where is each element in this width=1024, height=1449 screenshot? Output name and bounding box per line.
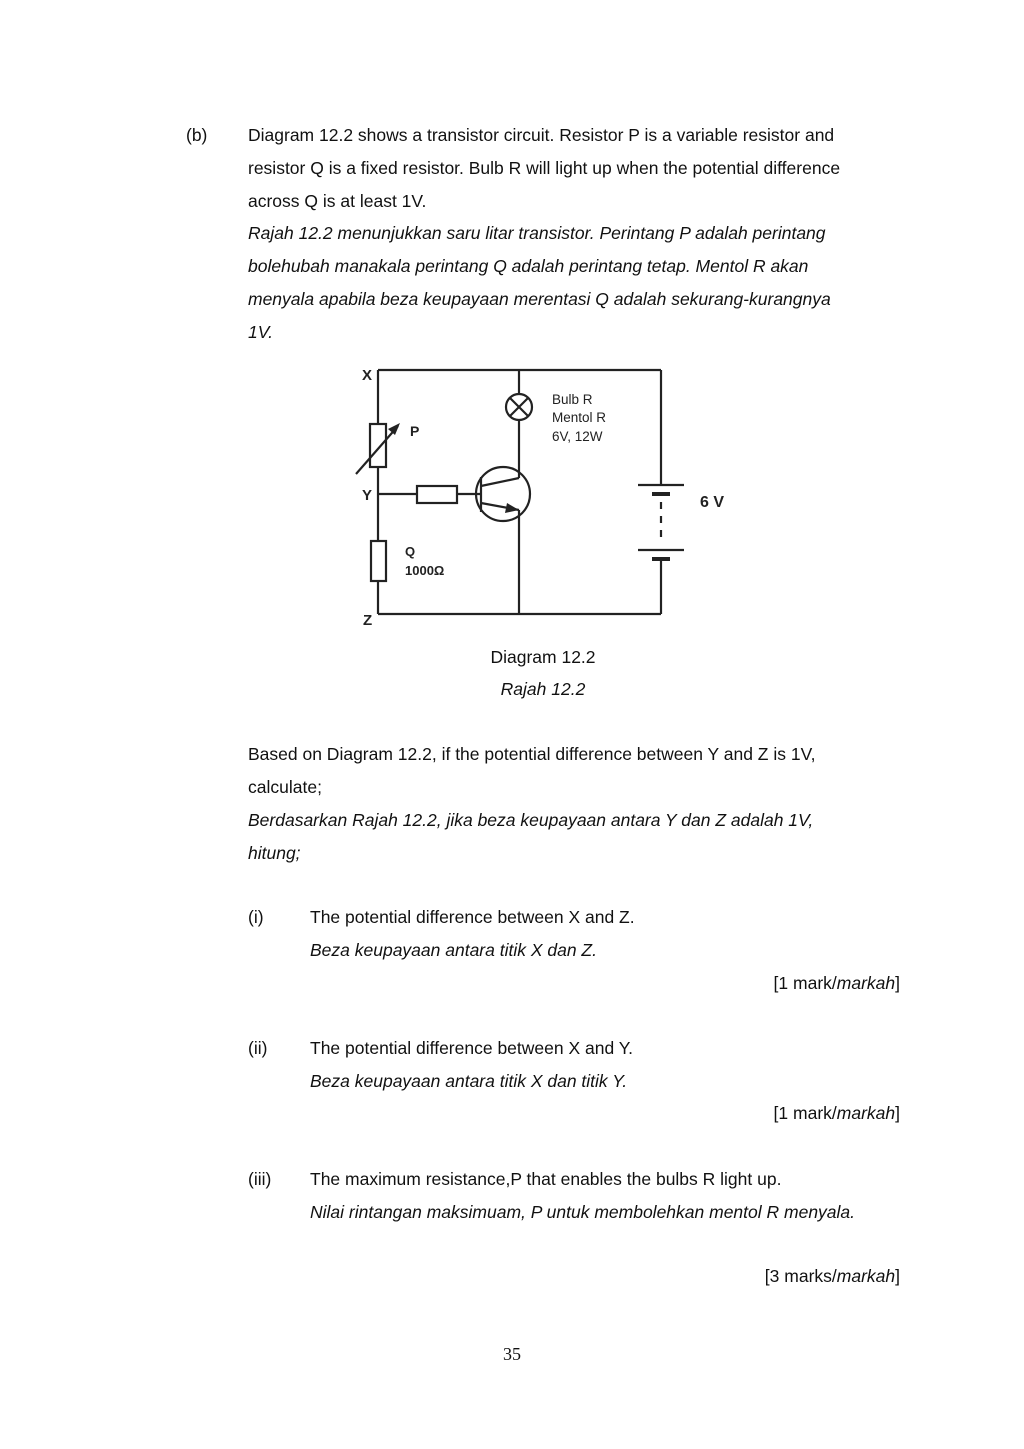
label-bulb-rating: 6V, 12W	[552, 429, 603, 444]
part-iii-translation: Nilai rintangan maksimuam, P untuk membolehkan mentol R menyala.	[310, 1202, 856, 1222]
fixed-resistor-q	[371, 541, 386, 581]
transistor	[476, 467, 530, 521]
part-ii-text: The potential difference between X and Y.	[310, 1038, 634, 1058]
intro-translation-line-2: hitung;	[248, 843, 301, 863]
question-text-line-2: resistor Q is a fixed resistor. Bulb R will light up when the potential difference	[248, 158, 841, 178]
intro-translation-line-1: Berdasarkan Rajah 12.2, jika beza keupayaan antara Y dan Z adalah 1V,	[248, 810, 814, 830]
question-translation-line-1: Rajah 12.2 menunjukkan saru litar transistor. Perintang P adalah perintang	[248, 223, 826, 243]
label-x: X	[362, 367, 373, 384]
circuit-diagram	[0, 0, 1024, 660]
label-bulb: Bulb R	[552, 392, 593, 407]
label-y: Y	[362, 487, 373, 504]
label-battery: 6 V	[700, 494, 725, 511]
base-resistor	[417, 486, 457, 503]
part-iii-marks: [3 marks/markah]	[764, 1266, 900, 1286]
question-translation-line-4: 1V.	[248, 322, 273, 342]
label-q-value: 1000Ω	[405, 563, 445, 578]
intro-line-1: Based on Diagram 12.2, if the potential difference between Y and Z is 1V,	[248, 744, 816, 764]
transistor-emitter-arrow	[505, 503, 519, 513]
part-i-translation: Beza keupayaan antara titik X dan Z.	[310, 940, 597, 960]
label-bulb-translation: Mentol R	[552, 410, 607, 425]
part-ii-translation: Beza keupayaan antara titik X dan titik Y.	[310, 1071, 628, 1091]
page-number: 35	[503, 1344, 521, 1364]
diagram-caption: Diagram 12.2	[490, 647, 596, 667]
question-label: (b)	[186, 125, 208, 145]
intro-line-2: calculate;	[248, 777, 322, 797]
transistor-collector-lead	[481, 478, 519, 486]
part-i-text: The potential difference between X and Z.	[310, 907, 635, 927]
diagram-caption-translation: Rajah 12.2	[500, 679, 586, 699]
part-i-marks: [1 mark/markah]	[773, 973, 900, 993]
question-text-line-3: across Q is at least 1V.	[248, 191, 427, 211]
part-ii-marks: [1 mark/markah]	[773, 1103, 900, 1123]
variable-resistor-arrowhead	[388, 423, 400, 435]
part-i-number: (i)	[248, 907, 264, 927]
part-iii-number: (iii)	[248, 1169, 272, 1189]
question-translation-line-3: menyala apabila beza keupayaan merentasi Q adalah sekurang-kurangnya	[248, 289, 831, 309]
part-ii-number: (ii)	[248, 1038, 268, 1058]
label-p: P	[410, 423, 420, 439]
question-text-line-1: Diagram 12.2 shows a transistor circuit. Resistor P is a variable resistor and	[248, 125, 835, 145]
label-z: Z	[363, 612, 373, 629]
question-translation-line-2: bolehubah manakala perintang Q adalah perintang tetap. Mentol R akan	[248, 256, 809, 276]
part-iii-text: The maximum resistance,P that enables the bulbs R light up.	[310, 1169, 782, 1189]
variable-resistor-p	[370, 424, 386, 467]
label-q: Q	[405, 544, 416, 559]
